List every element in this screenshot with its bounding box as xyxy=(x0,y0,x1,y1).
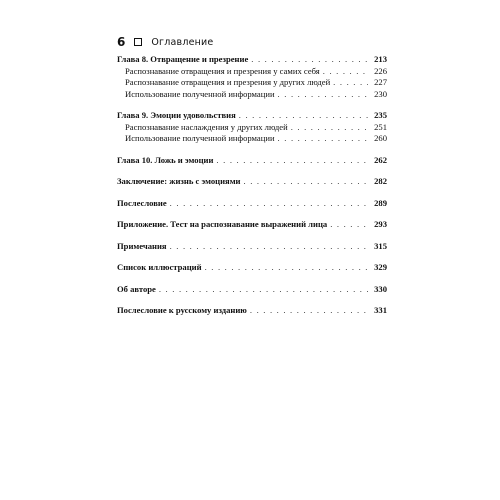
page-header xyxy=(117,34,387,50)
toc-entry-page: 230 xyxy=(374,88,387,99)
toc-appendix xyxy=(117,219,387,231)
dot-leader xyxy=(159,284,368,296)
toc-chapter-9 xyxy=(117,110,387,122)
dot-leader xyxy=(170,241,368,253)
toc-entry-label: Об авторе xyxy=(117,283,156,294)
toc-entry-label: Использование полученной информации xyxy=(125,133,275,143)
toc-conclusion xyxy=(117,176,387,188)
dot-leader xyxy=(330,219,368,231)
toc-entry-label: Использование полученной информации xyxy=(125,88,275,99)
toc-entry-page: 226 xyxy=(374,65,387,76)
toc-entry-label: Глава 8. Отвращение и презрение xyxy=(117,54,249,64)
toc-chapter-10 xyxy=(117,155,387,167)
toc-entry-page: 289 xyxy=(374,197,387,208)
toc-entry-page: 213 xyxy=(374,54,387,64)
dot-leader xyxy=(323,66,368,78)
dot-leader xyxy=(333,77,368,89)
dot-leader xyxy=(205,262,368,274)
toc-notes xyxy=(117,241,387,253)
toc-entry-page: 227 xyxy=(374,77,387,87)
toc-chapter-8 xyxy=(117,54,387,66)
toc-subsection xyxy=(117,133,387,145)
toc-subsection xyxy=(117,66,387,78)
toc-entry-page: 293 xyxy=(374,219,387,229)
dot-leader xyxy=(239,110,368,122)
dot-leader xyxy=(250,305,368,317)
toc-subsection xyxy=(117,89,387,101)
toc-entry-page: 331 xyxy=(374,305,387,315)
toc-entry-page: 251 xyxy=(374,121,387,132)
toc-about-author xyxy=(117,284,387,296)
toc-entry-page: 260 xyxy=(374,133,387,143)
dot-leader xyxy=(291,122,368,134)
toc-entry-label: Послесловие к русскому изданию xyxy=(117,305,247,315)
dot-leader xyxy=(278,89,368,101)
toc-entry-page: 262 xyxy=(374,154,387,165)
toc-entry-page: 282 xyxy=(374,176,387,186)
toc-entry-label: Распознавание отвращения и презрения у самих себя xyxy=(125,65,320,76)
dot-leader xyxy=(216,155,368,167)
toc-subsection xyxy=(117,122,387,134)
toc-entry-page: 330 xyxy=(374,283,387,294)
toc-entry-page: 329 xyxy=(374,262,387,272)
table-of-contents xyxy=(117,54,387,317)
toc-entry-label: Примечания xyxy=(117,240,167,251)
toc-entry-label: Распознавание наслаждения у других людей xyxy=(125,121,288,132)
toc-entry-label: Заключение: жизнь с эмоциями xyxy=(117,176,241,186)
toc-entry-label: Послесловие xyxy=(117,197,167,208)
page-number: 6 xyxy=(117,35,126,49)
toc-russian-afterword xyxy=(117,305,387,317)
square-bullet-icon xyxy=(134,38,142,46)
toc-afterword xyxy=(117,198,387,210)
dot-leader xyxy=(170,198,368,210)
dot-leader xyxy=(251,54,368,66)
toc-entry-page: 235 xyxy=(374,110,387,120)
dot-leader xyxy=(278,133,368,145)
section-title: Оглавление xyxy=(151,36,214,48)
toc-illustrations xyxy=(117,262,387,274)
toc-entry-label: Распознавание отвращения и презрения у других людей xyxy=(125,77,331,87)
toc-entry-label: Приложение. Тест на распознавание выражений лица xyxy=(117,219,328,229)
toc-subsection xyxy=(117,77,387,89)
toc-entry-page: 315 xyxy=(374,240,387,251)
toc-entry-label: Глава 10. Ложь и эмоции xyxy=(117,154,214,165)
toc-entry-label: Список иллюстраций xyxy=(117,262,202,272)
toc-entry-label: Глава 9. Эмоции удовольствия xyxy=(117,110,236,120)
dot-leader xyxy=(244,176,368,188)
